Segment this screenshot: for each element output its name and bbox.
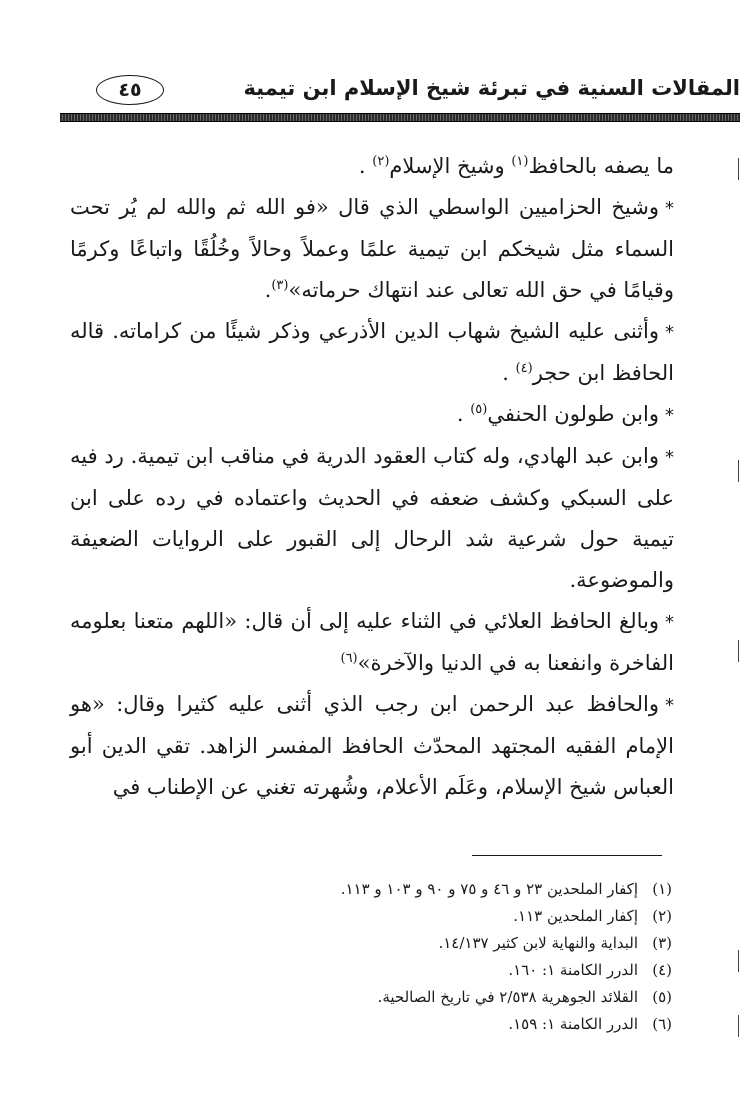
text: . xyxy=(264,278,272,302)
page-header xyxy=(60,72,740,112)
footnote xyxy=(112,957,672,984)
entry-ibn-rajab xyxy=(70,684,674,808)
footnote-number: (٣) xyxy=(652,934,672,952)
footnote-text: الدرر الكامنة ١: ١٥٩. xyxy=(508,1015,638,1033)
scan-edge-mark xyxy=(738,950,745,972)
running-title: المقالات السنية في تبرئة شيخ الإسلام ابن تيمية xyxy=(243,76,740,100)
scan-edge-mark xyxy=(738,640,745,662)
asterisk-bullet-icon: * xyxy=(665,695,674,716)
footnote-number: (١) xyxy=(652,880,672,898)
text: ما يصفه بالحافظ xyxy=(528,154,674,178)
footnote-text: البداية والنهاية لابن كثير ١٤/١٣٧. xyxy=(438,934,638,952)
text: وشيخ الإسلام xyxy=(389,154,512,178)
body-text xyxy=(70,146,674,808)
entry-adhraI xyxy=(70,311,674,394)
footnote-text: إكفار الملحدين ٢٣ و ٤٦ و ٧٥ و ٩٠ و ١٠٣ و ١١٣. xyxy=(340,880,638,898)
footnote xyxy=(112,930,672,957)
page-number: ٤٥ xyxy=(96,75,164,105)
entry-hizami xyxy=(70,187,674,311)
text: وشيخ الحزاميين الواسطي الذي قال «فو الله ثم والله لم يُر تحت السماء مثل شيخكم ابن تيمية علمًا وعملاً وحالاً وخُلُقًا واتباعًا وكرمًا وقيامًا في حق الله تعالى عند انتهاك حرماته» xyxy=(70,195,674,302)
footnote-number: (٤) xyxy=(652,961,672,979)
footnote xyxy=(112,876,672,903)
footnote-number: (٥) xyxy=(652,988,672,1006)
footnote-text: القلائد الجوهرية ٢/٥٣٨ في تاريخ الصالحية. xyxy=(377,988,638,1006)
text: والحافظ عبد الرحمن ابن رجب الذي أثنى عليه كثيرا وقال: «هو الإمام الفقيه المجتهد المحدّث الحافظ المفسر الزاهد. تقي الدين أبو العباس شيخ الإسلام، وعَلَم الأعلام، وشُهرته تغني عن الإطناب في xyxy=(70,692,674,799)
asterisk-bullet-icon: * xyxy=(665,612,674,633)
footnote-number: (٦) xyxy=(652,1015,672,1033)
entry-ibn-abd-al-hadi xyxy=(70,436,674,601)
scan-edge-mark xyxy=(738,158,745,180)
footnote-ref-3: (٣) xyxy=(271,278,289,293)
footnote-ref-2: (٢) xyxy=(372,154,390,169)
text: وابن طولون الحنفي xyxy=(487,402,659,426)
footnote-text: الدرر الكامنة ١: ١٦٠. xyxy=(508,961,638,979)
asterisk-bullet-icon: * xyxy=(665,198,674,219)
entry-alai xyxy=(70,601,674,684)
scan-edge-mark xyxy=(738,1015,745,1037)
footnotes xyxy=(112,876,672,1038)
footnote-ref-1: (١) xyxy=(511,154,529,169)
text: . xyxy=(502,361,516,385)
asterisk-bullet-icon: * xyxy=(665,405,674,426)
scan-edge-mark xyxy=(738,460,745,482)
text: . xyxy=(456,402,471,426)
footnote-text: إكفار الملحدين ١١٣. xyxy=(513,907,638,925)
text: وأثنى عليه الشيخ شهاب الدين الأذرعي وذكر شيئًا من كراماته. قاله الحافظ ابن حجر xyxy=(70,319,674,385)
asterisk-bullet-icon: * xyxy=(665,447,674,468)
text: وابن عبد الهادي، وله كتاب العقود الدرية في مناقب ابن تيمية. رد فيه على السبكي وكشف ضعفه في الحديث واعتماده في رده على ابن تيمية حول شرعية شد الرحال إلى القبور على الروايات الضعيفة والموضوعة. xyxy=(70,444,674,592)
footnote-separator xyxy=(472,855,662,856)
header-rule xyxy=(60,113,740,122)
footnote-number: (٢) xyxy=(652,907,672,925)
footnote-ref-5: (٥) xyxy=(470,402,488,417)
asterisk-bullet-icon: * xyxy=(665,322,674,343)
footnote xyxy=(112,1011,672,1038)
footnote xyxy=(112,984,672,1011)
footnote xyxy=(112,903,672,930)
text: وبالغ الحافظ العلائي في الثناء عليه إلى أن قال: «اللهم متعنا بعلومه الفاخرة وانفعنا به في الدنيا والآخرة» xyxy=(70,609,674,675)
text: . xyxy=(358,154,373,178)
paragraph-continuation xyxy=(70,146,674,187)
footnote-ref-6: (٦) xyxy=(340,651,358,666)
footnote-ref-4: (٤) xyxy=(515,361,533,376)
entry-ibn-tulun xyxy=(70,394,674,436)
